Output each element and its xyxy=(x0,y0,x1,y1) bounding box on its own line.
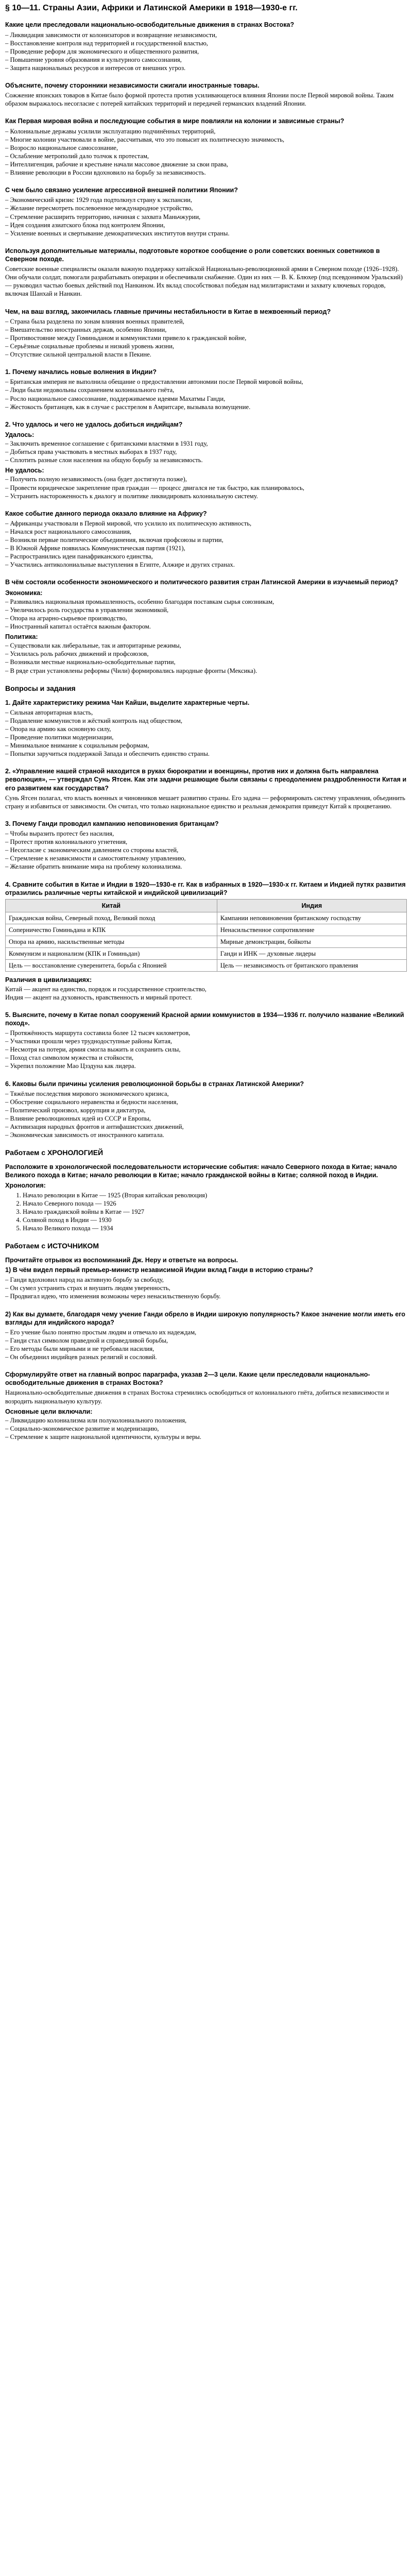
table-cell: Кампании неповиновения британскому господству xyxy=(217,912,406,924)
question-section xyxy=(5,81,407,108)
answer-line: – Увеличилось роль государства в управлении экономикой, xyxy=(5,606,169,614)
answer-line: – Экономический кризис 1929 года подтолкнул страну к экспансии, xyxy=(5,196,193,204)
chronology-item: 3. Начало гражданской войны в Китае — 1927 xyxy=(23,1208,407,1216)
answer-line: – Ганди стал символом праведной и справедливой борьбы, xyxy=(5,1336,168,1344)
answer-line: – Влияние революционных идей из СССР и Европы, xyxy=(5,1114,151,1122)
question-section xyxy=(5,820,407,871)
answer-line: Сунь Ятсен полагал, что власть военных и чиновников мешает развитию страны. Его задача — реформировать систему управления, объединить страну и избавиться от зависимости. Он считал, что только национальное единство и реальная демократия приведут Китай к процветанию. xyxy=(5,794,405,810)
source-heading: Работаем с ИСТОЧНИКОМ xyxy=(5,1242,99,1250)
answer-line: – Желание обратить внимание мира на проблему колониализма. xyxy=(5,863,182,871)
answer-line: – Возникли первые политические объединения, включая профсоюзы и партии, xyxy=(5,536,224,544)
answer-line: – Сплотить разные слои населения на общую борьбу за независимость. xyxy=(5,456,203,464)
answer-line: – Повышение уровня образования и культурного самосознания, xyxy=(5,56,182,63)
answer-line: – Протяжённость маршрута составила более 12 тысяч километров, xyxy=(5,1029,191,1037)
document xyxy=(5,0,407,1441)
question-heading: Как Первая мировая война и последующие события в мире повлияли на колонии и зависимые страны? xyxy=(5,117,345,125)
answer-line: – Социально-экономическое развитие и модернизацию, xyxy=(5,1425,159,1432)
question-section xyxy=(5,186,407,238)
answer-line: – Минимальное внимание к социальным реформам, xyxy=(5,742,149,750)
answer-line: – Страна была разделена по зонам влияния военных правителей, xyxy=(5,317,184,325)
question-heading: Какое событие данного периода оказало влияние на Африку? xyxy=(5,510,207,517)
question-section xyxy=(5,420,407,500)
question-section xyxy=(5,1011,407,1071)
chronology-item: 2. Начало Северного похода — 1926 xyxy=(23,1199,407,1208)
question-section xyxy=(5,1080,407,1140)
answer-line: – Стремление к независимости и самостоятельному управлению, xyxy=(5,855,186,862)
answer-line: – Вмешательство иностранных держав, особенно Японии, xyxy=(5,326,167,333)
question-section xyxy=(5,21,407,72)
question-section xyxy=(5,699,407,758)
question-section xyxy=(5,1370,407,1441)
answer-line: – Несогласие с экономическим давлением со стороны властей, xyxy=(5,846,179,854)
answer-line: – Сильная авторитарная власть, xyxy=(5,708,93,716)
answer-line: – Укрепил положение Мао Цзэдуна как лидера. xyxy=(5,1062,136,1070)
question-heading: Какие цели преследовали национально-освободительные движения в странах Востока? xyxy=(5,21,295,29)
table-header-row xyxy=(6,899,407,912)
chronology-item: 4. Соляной поход в Индии — 1930 xyxy=(23,1216,407,1224)
answer-line: – Иностранный капитал остаётся важным фактором. xyxy=(5,623,151,631)
answer-line: – Возникали местные национально-освободительные партии, xyxy=(5,658,176,666)
answer-line: – Усиление военных и свертывание демократических институтов внутри страны. xyxy=(5,229,230,237)
answer-line: – Африканцы участвовали в Первой мировой, что усилило их политическую активность, xyxy=(5,519,252,527)
answer-line: – Участники прошли через труднодоступные районы Китая, xyxy=(5,1038,173,1045)
tasks-heading: Вопросы и задания xyxy=(5,684,76,692)
answer-line: – Ганди вдохновил народ на активную борьбу за свободу, xyxy=(5,1276,164,1284)
answer-line: – Возросло национальное самосознание, xyxy=(5,144,118,151)
chronology-block xyxy=(5,1163,407,1232)
question-heading: 1) В чём видел первый премьер-министр независимой Индии вклад Ганди в историю страны? xyxy=(5,1266,313,1274)
table-row xyxy=(6,960,407,972)
sections-container xyxy=(5,21,407,674)
answer-line: – Влияние революции в России вдохновило на борьбу за независимость. xyxy=(5,169,206,177)
question-heading: 2) Как вы думаете, благодаря чему учение Ганди обрело в Индии широкую популярность? Какое значение могли иметь его взгляды для индийского народа? xyxy=(5,1310,406,1326)
answer-line: – Идея создания азиатского блока под контролем Японии, xyxy=(5,221,165,229)
question-heading: 2. «Управление нашей страной находится в руках бюрократии и военщины, против них и должна быть направлена революция», — утверждал Сунь Ятсен. Как эти задачи решающие были связаны с преодолением раздробленности Китая и его развитием как государства? xyxy=(5,768,407,792)
answer-line: – Ликвидация зависимости от колонизаторов и возвращение независимости, xyxy=(5,31,217,39)
answer-line: – Опора на армию как основную силу, xyxy=(5,725,111,733)
table-cell: Гражданская война, Северный поход, Великий поход xyxy=(6,912,217,924)
question-section xyxy=(5,880,407,1002)
question-heading: 6. Каковы были причины усиления революционной борьбы в странах Латинской Америки? xyxy=(5,1080,304,1088)
question-heading: Объясните, почему сторонники независимости сжигали иностранные товары. xyxy=(5,82,260,90)
answer-line: – Интеллигенция, рабочие и крестьяне начали массовое движение за свои права, xyxy=(5,161,228,168)
answer-line: – Противостояние между Гоминьданом и коммунистами привело к гражданской войне, xyxy=(5,334,247,342)
answer-line: – Усилилась роль рабочих движений и профсоюзов, xyxy=(5,650,149,658)
chronology-item: 1. Начало революции в Китае — 1925 (Вторая китайская революция) xyxy=(23,1191,407,1199)
answer-line: – Подавление коммунистов и жёсткий контроль над обществом, xyxy=(5,717,183,724)
source-block xyxy=(5,1256,407,1361)
question-heading: В чём состояли особенности экономического и политического развития стран Латинской Америки в изучаемый период? xyxy=(5,579,399,586)
question-section xyxy=(5,308,407,359)
question-heading: 3. Почему Ганди проводил кампанию неповиновения британцам? xyxy=(5,820,219,827)
answer-line: Китай — акцент на единство, порядок и государственное строительство, xyxy=(5,985,207,993)
subheading-label: Политика: xyxy=(5,633,38,641)
question-section xyxy=(5,767,407,810)
answer-line: – Активизация народных фронтов и антифашистских движений, xyxy=(5,1123,184,1131)
question-heading: С чем было связано усиление агрессивной внешней политики Японии? xyxy=(5,187,238,194)
question-heading: Чем, на ваш взгляд, закончилась главные причины нестабильности в Китае в межвоенный период? xyxy=(5,308,331,315)
question-section xyxy=(5,578,407,674)
answer-line: Национально-освободительные движения в странах Востока стремились освободиться от колониального гнёта, добиться независимости и возродить национальную культуру. xyxy=(5,1389,389,1405)
question-heading: 1. Почему начались новые волнения в Индии? xyxy=(5,368,157,376)
answer-line: – Получить полную независимость (она будет достигнута позже), xyxy=(5,476,187,483)
question-section xyxy=(5,1266,407,1300)
answer-line: – Британская империя не выполнила обещание о предоставлении автономии после Первой мировой войны, xyxy=(5,378,303,386)
source-task: Прочитайте отрывок из воспоминаний Дж. Неру и ответьте на вопросы. xyxy=(5,1256,238,1264)
source-questions xyxy=(5,1266,407,1361)
answer-line: – Стремление к защите национальной идентичности, культуры и веры. xyxy=(5,1433,201,1440)
page-title: § 10—11. Страны Азии, Африки и Латинской Америки в 1918—1930-е гг. xyxy=(5,4,298,12)
answer-line: – Проведение реформ для экономического и общественного развития, xyxy=(5,47,199,55)
question-heading: 2. Что удалось и чего не удалось добиться индийцам? xyxy=(5,420,183,428)
answer-line: – Росло национальное самосознание, поддерживаемое идеями Махатмы Ганди, xyxy=(5,395,226,402)
answer-line: – Отсутствие сильной центральной власти в Пекине. xyxy=(5,351,151,359)
answer-line: Индия — акцент на духовность, нравственность и мирный протест. xyxy=(5,993,192,1001)
table-cell: Соперничество Гоминьдана и КПК xyxy=(6,924,217,936)
question-heading: 4. Сравните события в Китае и Индии в 1920—1930-е гг. Как в избранных в 1920—1930-х гг. Китаем и Индией путях развития отразились различные черты китайской и индийской цивилизаций? xyxy=(5,880,406,896)
answer-line: – Колониальные державы усилили эксплуатацию подчинённых территорий, xyxy=(5,127,216,135)
table-cell: Цель — независимость от британского правления xyxy=(217,960,406,972)
answer-line: – Он сумел устранить страх и внушить людям уверенность, xyxy=(5,1284,170,1292)
table-row xyxy=(6,912,407,924)
table-row xyxy=(6,948,407,960)
answer-line: – Распространились идеи панафриканского единства, xyxy=(5,553,153,561)
answer-line: – Люди были недовольны сохранением колониального гнёта, xyxy=(5,386,175,394)
chronology-list xyxy=(5,1191,407,1233)
question-heading: 1. Дайте характеристику режима Чан Кайши, выделите характерные черты. xyxy=(5,699,250,706)
subheading-label: Не удалось: xyxy=(5,467,44,474)
question-section xyxy=(5,368,407,411)
final-block xyxy=(5,1370,407,1441)
answer-line: – Защита национальных ресурсов и интересов от внешних угроз. xyxy=(5,64,186,72)
answer-line: – Добиться права участвовать в местных выборах в 1937 году, xyxy=(5,448,177,456)
question-heading: 5. Выясните, почему в Китае попал сооружений Красной армии коммунистов в 1934—1936 гг. получило название «Великий поход». xyxy=(5,1011,404,1027)
table-header-cell: Индия xyxy=(217,899,406,912)
answer-line: – Устранить настороженность к диалогу и политике ликвидировать колониальную систему. xyxy=(5,492,258,500)
tasks-container xyxy=(5,699,407,1140)
question-heading: Сформулируйте ответ на главный вопрос параграфа, указав 2—3 цели. Какие цели преследовали национально-освободительные движения в странах Востока? xyxy=(5,1371,370,1387)
answer-line: – Поход стал символом мужества и стойкости, xyxy=(5,1054,134,1062)
table-cell: Ненасильственное сопротивление xyxy=(217,924,406,936)
answer-line: – Существовали как либеральные, так и авторитарные режимы, xyxy=(5,642,181,650)
answer-line: – Тяжёлые последствия мирового экономического кризиса, xyxy=(5,1090,169,1097)
answer-line: – Продвигал идею, что изменения возможны через ненасильственную борьбу. xyxy=(5,1293,221,1300)
table-cell: Коммунизм и национализм (КПК и Гоминьдан) xyxy=(6,948,217,960)
subheading-label: Экономика: xyxy=(5,589,43,597)
chronology-label: Хронология: xyxy=(5,1182,46,1190)
answer-line: Советские военные специалисты оказали важную поддержку китайской Национально-революционной армии в Северном походе (1926–1928). Они обучали солдат, помогали разрабатывать операции и обеспечивали снабжение. Один из них — В. К. Блюхер (под псевдонимом Уральский) — руководил частью боевых действий под Нанкином. Их вклад способствовал победам над милитаристами и захвату ключевых городов, включая Шанхай и Нанкин. xyxy=(5,265,403,298)
question-section xyxy=(5,117,407,177)
answer-line: – Участились антиколониальные выступления в Египте, Алжире и других странах. xyxy=(5,561,235,569)
answer-line: – Развивались национальная промышленность, особенно благодаря поставкам сырья союзникам, xyxy=(5,598,274,605)
answer-line: – Восстановление контроля над территорией и государственной властью, xyxy=(5,39,208,47)
answer-line: – Его учение было понятно простым людям и отвечало их надеждам, xyxy=(5,1328,197,1336)
question-heading: Используя дополнительные материалы, подготовьте короткое сообщение о роли советских военных советников в Северном походе. xyxy=(5,247,380,263)
answer-line: – Его методы были мирными и не требовали насилия, xyxy=(5,1345,154,1352)
comparison-table xyxy=(5,899,407,972)
subheading-label: Основные цели включали: xyxy=(5,1408,93,1415)
answer-line: Сожжение японских товаров в Китае было формой протеста против усиливающегося влияния Японии после Первой мировой войны. Таким образом выражалось несогласие с потерей китайских территорий и передачей германских владений Японии. xyxy=(5,92,394,108)
chronology-task: Расположите в хронологической последовательности исторические события: начало Северного похода в Китае; начало Великого похода в Китае; начало революции в Китае; начало гражданской войны в Китае; соляной поход в Индии. xyxy=(5,1163,397,1179)
answer-line: – Заключить временное соглашение с британскими властями в 1931 году, xyxy=(5,439,208,447)
table-row xyxy=(6,936,407,948)
answer-line: – Несмотря на потери, армия смогла выжить и сохранить силы, xyxy=(5,1046,181,1054)
answer-line: – Обострение социального неравенства и бедности населения, xyxy=(5,1098,178,1106)
table-cell: Опора на армию, насильственные методы xyxy=(6,936,217,948)
answer-line: – Начался рост национального самосознания, xyxy=(5,528,132,535)
table-header-cell: Китай xyxy=(6,899,217,912)
subheading-label: Различия в цивилизациях: xyxy=(5,976,92,984)
table-cell: Мирные демонстрации, бойкоты xyxy=(217,936,406,948)
table-cell: Цель — восстановление суверенитета, борьба с Японией xyxy=(6,960,217,972)
answer-line: – Экономическая зависимость от иностранного капитала. xyxy=(5,1131,164,1139)
subheading-label: Удалось: xyxy=(5,431,35,438)
answer-line: – Желание пересмотреть послевоенное международное устройство, xyxy=(5,205,193,212)
table-row xyxy=(6,924,407,936)
answer-line: – Ликвидацию колониализма или полуколониального положения, xyxy=(5,1416,187,1424)
answer-line: – Он объединил индийцев разных религий и сословий. xyxy=(5,1353,157,1361)
question-section xyxy=(5,247,407,298)
answer-line: – Проведение политики модернизации, xyxy=(5,734,114,741)
answer-line: – Провести юридическое закрепление прав граждан — процесс двигался не так быстро, как планировалось, xyxy=(5,484,304,492)
answer-line: – Жестокость британцев, как в случае с расстрелом в Амритсаре, вызывала возмущение. xyxy=(5,403,251,411)
answer-line: – Опора на аграрно-сырьевое производство, xyxy=(5,614,127,622)
answer-line: – Политический произвол, коррупция и диктатура, xyxy=(5,1106,146,1114)
answer-line: – Протест против колониального угнетения, xyxy=(5,838,128,846)
answer-line: – Многие колонии участвовали в войне, рассчитывая, что это повысит их политическую значимость, xyxy=(5,135,285,143)
answer-line: – Стремление расширить территорию, начиная с захвата Маньчжурии, xyxy=(5,213,201,221)
chronology-heading: Работаем с ХРОНОЛОГИЕЙ xyxy=(5,1148,104,1157)
answer-line: – Серьёзные социальные проблемы и низкий уровень жизни, xyxy=(5,342,175,350)
answer-line: – Попытки заручиться поддержкой Запада и обеспечить единство страны. xyxy=(5,750,210,758)
chronology-item: 5. Начало Великого похода — 1934 xyxy=(23,1224,407,1232)
table-cell: Ганди и ИНК — духовные лидеры xyxy=(217,948,406,960)
answer-line: – В Южной Африке появилась Коммунистическая партия (1921), xyxy=(5,545,185,552)
answer-line: – Чтобы выразить протест без насилия, xyxy=(5,830,114,838)
answer-line: – В ряде стран установлены реформы (Чили) формировались народные фронты (Мексика). xyxy=(5,667,258,674)
question-section xyxy=(5,1310,407,1362)
answer-line: – Ослабление метрополий дало толчок к протестам, xyxy=(5,152,149,160)
question-section xyxy=(5,510,407,569)
